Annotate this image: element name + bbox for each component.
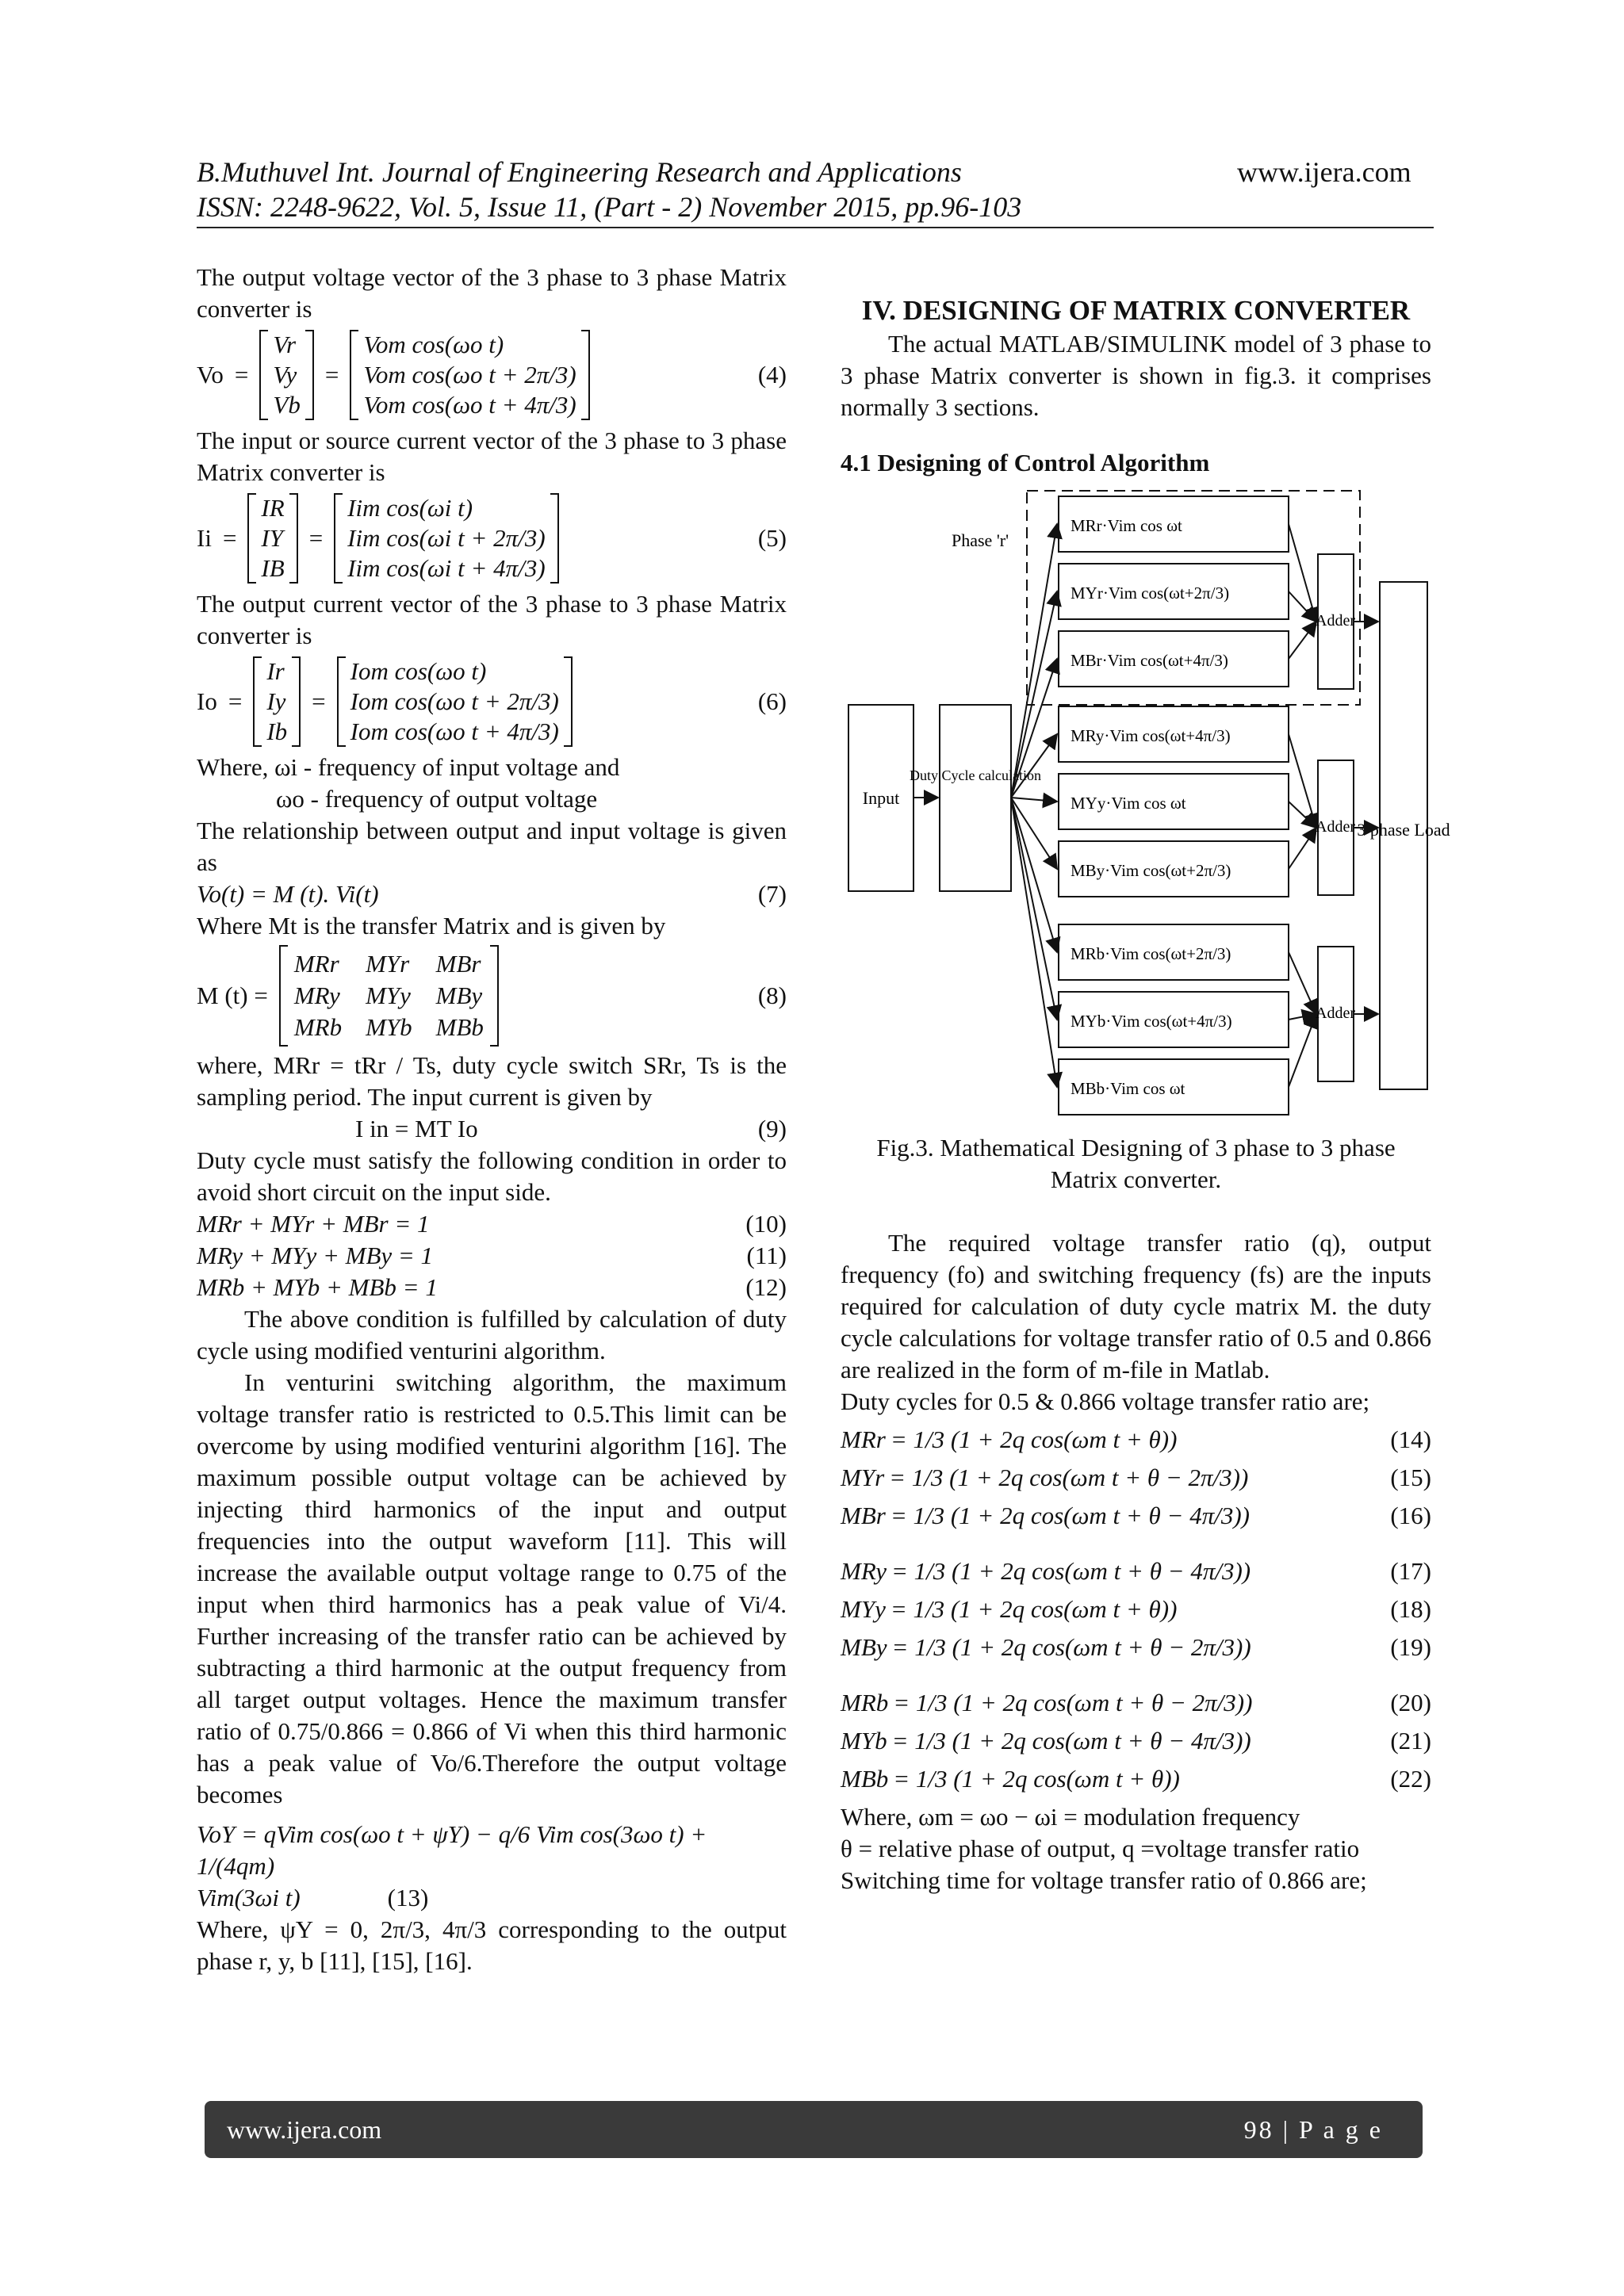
- eq6-number: (6): [757, 687, 787, 715]
- adder-3-label: Adder: [1316, 1004, 1355, 1022]
- eq5-vec-1: IY: [261, 524, 283, 552]
- duty-number: (14): [1390, 1425, 1431, 1453]
- duty-equation: [841, 1763, 1431, 1795]
- eq12-text: MRb + MYb + MBb = 1: [197, 1273, 438, 1301]
- eq13-number: (13): [387, 1884, 429, 1911]
- para-condition-fulfilled: The above condition is fulfilled by calculation of duty cycle using modified venturini algorithm.: [197, 1305, 787, 1364]
- figure-3-diagram: [841, 487, 1450, 1121]
- duty-equation-text: [841, 1500, 1250, 1532]
- duty-lhs: MYb: [841, 1727, 887, 1755]
- duty-expr: = 1/3 (1 + 2q cos(ωm t + θ)): [890, 1425, 1178, 1453]
- section-heading: IV. DESIGNING OF MATRIX CONVERTER: [861, 295, 1411, 326]
- duty-equation: [841, 1725, 1431, 1757]
- adder-1-label: Adder: [1316, 612, 1355, 629]
- connector-line: [1289, 1014, 1316, 1020]
- right-column: [841, 262, 1450, 1896]
- footer-page-number: 98 | P a g e: [1243, 2115, 1383, 2144]
- duty-equation-text: [841, 1556, 1251, 1587]
- eq4-rhs-2: Vom cos(ωo t + 4π/3): [363, 391, 576, 419]
- duty-lhs: MRy: [841, 1557, 887, 1585]
- eq6-vec-1: Iy: [266, 687, 286, 715]
- eq7-text: Vo(t) = M (t). Vi(t): [197, 880, 379, 908]
- eq13-line1: VoY = qVim cos(ωo t + ψY) − q/6 Vim cos(3ωo t) + 1/(4qm): [197, 1820, 707, 1880]
- eq4-lhs: Vo: [197, 361, 224, 388]
- journal-url[interactable]: www.ijera.com: [1237, 156, 1411, 188]
- eq4-vec-1: Vy: [273, 361, 297, 388]
- connector-line: [1289, 952, 1316, 1014]
- eq11-number: (11): [746, 1242, 787, 1269]
- equation-7: [197, 878, 787, 910]
- figure-caption: Fig.3. Mathematical Designing of 3 phase to 3 phase Matrix converter.: [876, 1134, 1396, 1193]
- connector-line: [1011, 798, 1057, 952]
- eq8-cell: MYy: [366, 982, 411, 1009]
- duty-equation-text: [841, 1424, 1177, 1456]
- journal-title: B.Muthuvel Int. Journal of Engineering Research and Applications: [197, 156, 962, 188]
- eq5-lhs: Ii: [197, 524, 212, 552]
- load-block-label: 3 phase Load: [1357, 820, 1450, 840]
- duty-equation-text: [841, 1725, 1251, 1757]
- duty-lhs: MRb: [841, 1689, 889, 1716]
- duty-equation: [841, 1556, 1431, 1587]
- where-psi: Where, ψY = 0, 2π/3, 4π/3 corresponding to the output phase r, y, b [11], [15], [16].: [197, 1915, 787, 1975]
- duty-equation-text: [841, 1687, 1252, 1719]
- page-footer: [205, 2101, 1423, 2158]
- eq5-rhs-1: Iim cos(ωi t + 2π/3): [347, 524, 546, 552]
- duty-number: (20): [1390, 1689, 1431, 1716]
- para-relationship: The relationship between output and input voltage is given as: [197, 817, 787, 876]
- journal-issn: ISSN: 2248-9622, Vol. 5, Issue 11, (Part - 2) November 2015, pp.96-103: [197, 191, 1022, 223]
- duty-number: (22): [1390, 1765, 1431, 1793]
- duty-expr: = 1/3 (1 + 2q cos(ωm t + θ − 2π/3)): [889, 1464, 1249, 1491]
- connector-line: [1011, 524, 1057, 798]
- connector-line: [1011, 798, 1057, 802]
- duty-expr: = 1/3 (1 + 2q cos(ωm t + θ − 2π/3)): [891, 1633, 1251, 1661]
- duty-expr: = 1/3 (1 + 2q cos(ωm t + θ − 4π/3)): [891, 1727, 1251, 1755]
- multiplier-block-label: MRr·Vim cos ωt: [1071, 516, 1182, 535]
- block-diagram-svg: [841, 487, 1450, 1121]
- para-simulink-model: The actual MATLAB/SIMULINK model of 3 phase to 3 phase Matrix converter is shown in fig.3. it comprises normally 3 sections.: [841, 330, 1431, 421]
- eq8-cell: MRy: [293, 982, 340, 1009]
- connector-line: [1289, 1014, 1316, 1087]
- adder-2-label: Adder: [1316, 818, 1355, 836]
- para-input-current: The input or source current vector of the 3 phase to 3 phase Matrix converter is: [197, 427, 787, 486]
- duty-equation-text: [841, 1594, 1177, 1625]
- duty-number: (16): [1390, 1502, 1431, 1529]
- duty-equation: [841, 1687, 1431, 1719]
- connector-line: [1289, 622, 1316, 659]
- duty-lhs: MYr: [841, 1464, 885, 1491]
- duty-number: (19): [1390, 1633, 1431, 1661]
- connector-line: [1011, 798, 1057, 1020]
- eq4-vec-0: Vr: [273, 331, 297, 358]
- duty-equation-text: [841, 1632, 1251, 1663]
- where-omega-m: Where, ωm = ωo − ωi = modulation frequency: [841, 1803, 1300, 1831]
- eq8-cell: MBb: [435, 1013, 484, 1041]
- input-block-label: Input: [862, 788, 900, 808]
- duty-expr: = 1/3 (1 + 2q cos(ωm t + θ − 2π/3)): [893, 1689, 1253, 1716]
- duty-expr: = 1/3 (1 + 2q cos(ωm t + θ − 4π/3)): [890, 1502, 1250, 1529]
- where-omega-i: Where, ωi - frequency of input voltage and: [197, 753, 620, 781]
- multiplier-block-label: MYr·Vim cos(ωt+2π/3): [1071, 584, 1230, 603]
- para-duty-condition: Duty cycle must satisfy the following condition in order to avoid short circuit on the input side.: [197, 1146, 787, 1206]
- eq10-number: (10): [745, 1210, 787, 1238]
- para-transfer-matrix: Where Mt is the transfer Matrix and is given by: [197, 912, 666, 939]
- eq5-vec-0: IR: [261, 494, 285, 522]
- equation-10: [197, 1208, 787, 1240]
- eq8-number: (8): [757, 982, 787, 1009]
- duty-number: (15): [1390, 1464, 1431, 1491]
- duty-equation: [841, 1462, 1431, 1494]
- multiplier-block-label: MRb·Vim cos(ωt+2π/3): [1071, 944, 1231, 963]
- eq11-text: MRy + MYy + MBy = 1: [197, 1242, 434, 1269]
- eq12-number: (12): [745, 1273, 787, 1301]
- equation-6: Io = Ir Iy Ib = Iom cos(ωo t) Iom cos(ωo t + 2π/3) Iom cos(ωo t + 4π/3) (6): [197, 657, 787, 745]
- subsection-heading: 4.1 Designing of Control Algorithm: [841, 449, 1210, 476]
- equation-8: [197, 945, 787, 1047]
- duty-equation: [841, 1632, 1431, 1663]
- para-duty-switch: where, MRr = tRr / Ts, duty cycle switch SRr, Ts is the sampling period. The input current is given by: [197, 1051, 787, 1111]
- duty-expr: = 1/3 (1 + 2q cos(ωm t + θ)): [890, 1595, 1178, 1623]
- eq4-rhs-1: Vom cos(ωo t + 2π/3): [363, 361, 576, 388]
- eq8-lhs: M (t) =: [197, 982, 268, 1009]
- duty-equation: [841, 1594, 1431, 1625]
- duty-lhs: MYy: [841, 1595, 886, 1623]
- equation-9: [197, 1113, 787, 1145]
- footer-url[interactable]: www.ijera.com: [227, 2115, 382, 2144]
- duty-expr: = 1/3 (1 + 2q cos(ωm t + θ)): [893, 1765, 1180, 1793]
- eq6-rhs-1: Iom cos(ωo t + 2π/3): [350, 687, 559, 715]
- eq5-rhs-2: Iim cos(ωi t + 4π/3): [347, 554, 546, 582]
- equation-4: Vo = Vr Vy Vb = Vom cos(ωo t) Vom cos(ωo t + 2π/3) Vom cos(ωo t + 4π/3) (4): [197, 331, 787, 419]
- eq8-cell: MYb: [366, 1013, 412, 1041]
- eq5-rhs-0: Iim cos(ωi t): [347, 494, 473, 522]
- duty-cycle-label: Duty Cycle calculation: [910, 767, 1041, 783]
- header-rule: [197, 227, 1434, 228]
- duty-equation-text: [841, 1462, 1248, 1494]
- eq8-cell: MBr: [435, 950, 481, 978]
- duty-lhs: MBr: [841, 1502, 886, 1529]
- eq10-text: MRr + MYr + MBr = 1: [197, 1210, 430, 1238]
- para-output-voltage: The output voltage vector of the 3 phase to 3 phase Matrix converter is: [197, 263, 787, 323]
- duty-number: (17): [1390, 1557, 1431, 1585]
- where-theta: θ = relative phase of output, q =voltage transfer ratio: [841, 1835, 1360, 1862]
- duty-lhs: MBb: [841, 1765, 889, 1793]
- eq6-rhs-2: Iom cos(ωo t + 4π/3): [350, 718, 559, 745]
- duty-cycle-equations: [841, 1424, 1431, 1795]
- eq4-vec-2: Vb: [273, 391, 301, 419]
- eq6-vec-2: Ib: [266, 718, 288, 745]
- eq9-text: I in = MT Io: [355, 1115, 478, 1142]
- eq6-lhs: Io: [197, 687, 217, 715]
- para-duty-cycles: Duty cycles for 0.5 & 0.866 voltage transfer ratio are;: [841, 1387, 1370, 1415]
- equation-11: [197, 1240, 787, 1272]
- duty-number: (18): [1390, 1595, 1431, 1623]
- multiplier-block-label: MBr·Vim cos(ωt+4π/3): [1071, 651, 1228, 670]
- eq7-number: (7): [757, 880, 787, 908]
- where-omega-o: ωo - frequency of output voltage: [276, 785, 598, 813]
- switching-time: Switching time for voltage transfer ratio of 0.866 are;: [841, 1866, 1367, 1894]
- duty-lhs: MRr: [841, 1425, 886, 1453]
- eq8-cell: MRb: [293, 1013, 343, 1041]
- eq6-vec-0: Ir: [266, 657, 285, 685]
- para-transfer-ratio: The required voltage transfer ratio (q), output frequency (fo) and switching frequency (fs) are the inputs required for calculation of duty cycle matrix M. the duty cycle calculations for voltage transfer ratio of 0.5 and 0.866 are realized in the form of m-file in Matlab.: [841, 1229, 1431, 1383]
- equation-5: Ii = IR IY IB = Iim cos(ωi t) Iim cos(ωi t + 2π/3) Iim cos(ωi t + 4π/3) (5): [197, 494, 787, 582]
- eq4-number: (4): [757, 361, 787, 388]
- duty-equation: [841, 1500, 1431, 1532]
- para-venturini: In venturini switching algorithm, the maximum voltage transfer ratio is restricted to 0.5.This limit can be overcome by using modified venturini algorithm [16]. The maximum possible output voltage can be achieved by injecting third harmonics of the input and output frequencies into the output waveform [11]. This will increase the available output voltage range to 0.75 of the input when third harmonics has a peak value of Vi/4. Further increasing of the transfer ratio can be achieved by subtracting a third harmonic at the output frequency from all target output voltages. Hence the maximum transfer ratio of 0.75/0.866 = 0.866 of Vi when this third harmonic has a peak value of Vo/6.Therefore the output voltage becomes: [197, 1368, 787, 1808]
- duty-equation-text: [841, 1763, 1180, 1795]
- duty-number: (21): [1390, 1727, 1431, 1755]
- equation-13: [197, 1882, 787, 1914]
- eq8-cell: MYr: [366, 950, 410, 978]
- para-output-current: The output current vector of the 3 phase to 3 phase Matrix converter is: [197, 590, 787, 649]
- duty-lhs: MBy: [841, 1633, 887, 1661]
- equation-12: [197, 1272, 787, 1303]
- multiplier-block-label: MRy·Vim cos(ωt+4π/3): [1071, 726, 1231, 745]
- multiplier-block-label: MBb·Vim cos ωt: [1071, 1079, 1185, 1098]
- connector-line: [1011, 798, 1057, 1087]
- connector-line: [1289, 828, 1316, 869]
- eq13-line2: Vim(3ωi t): [197, 1884, 301, 1911]
- eq8-cell: MBy: [435, 982, 483, 1009]
- multiplier-block-label: MYy·Vim cos ωt: [1071, 794, 1186, 813]
- eq6-rhs-0: Iom cos(ωo t): [350, 657, 487, 685]
- eq9-number: (9): [757, 1115, 787, 1142]
- eq5-number: (5): [757, 524, 787, 552]
- eq8-cell: MRr: [293, 950, 339, 978]
- multiplier-block-label: MBy·Vim cos(ωt+2π/3): [1071, 861, 1231, 880]
- multiplier-block-label: MYb·Vim cos(ωt+4π/3): [1071, 1012, 1232, 1031]
- left-column: [197, 262, 787, 1977]
- duty-equation: [841, 1424, 1431, 1456]
- duty-expr: = 1/3 (1 + 2q cos(ωm t + θ − 4π/3)): [891, 1557, 1251, 1585]
- eq5-vec-2: IB: [261, 554, 285, 582]
- duty-cycle-block: [940, 705, 1011, 891]
- eq4-rhs-0: Vom cos(ωo t): [363, 331, 504, 358]
- phase-r-label: Phase 'r': [952, 530, 1009, 550]
